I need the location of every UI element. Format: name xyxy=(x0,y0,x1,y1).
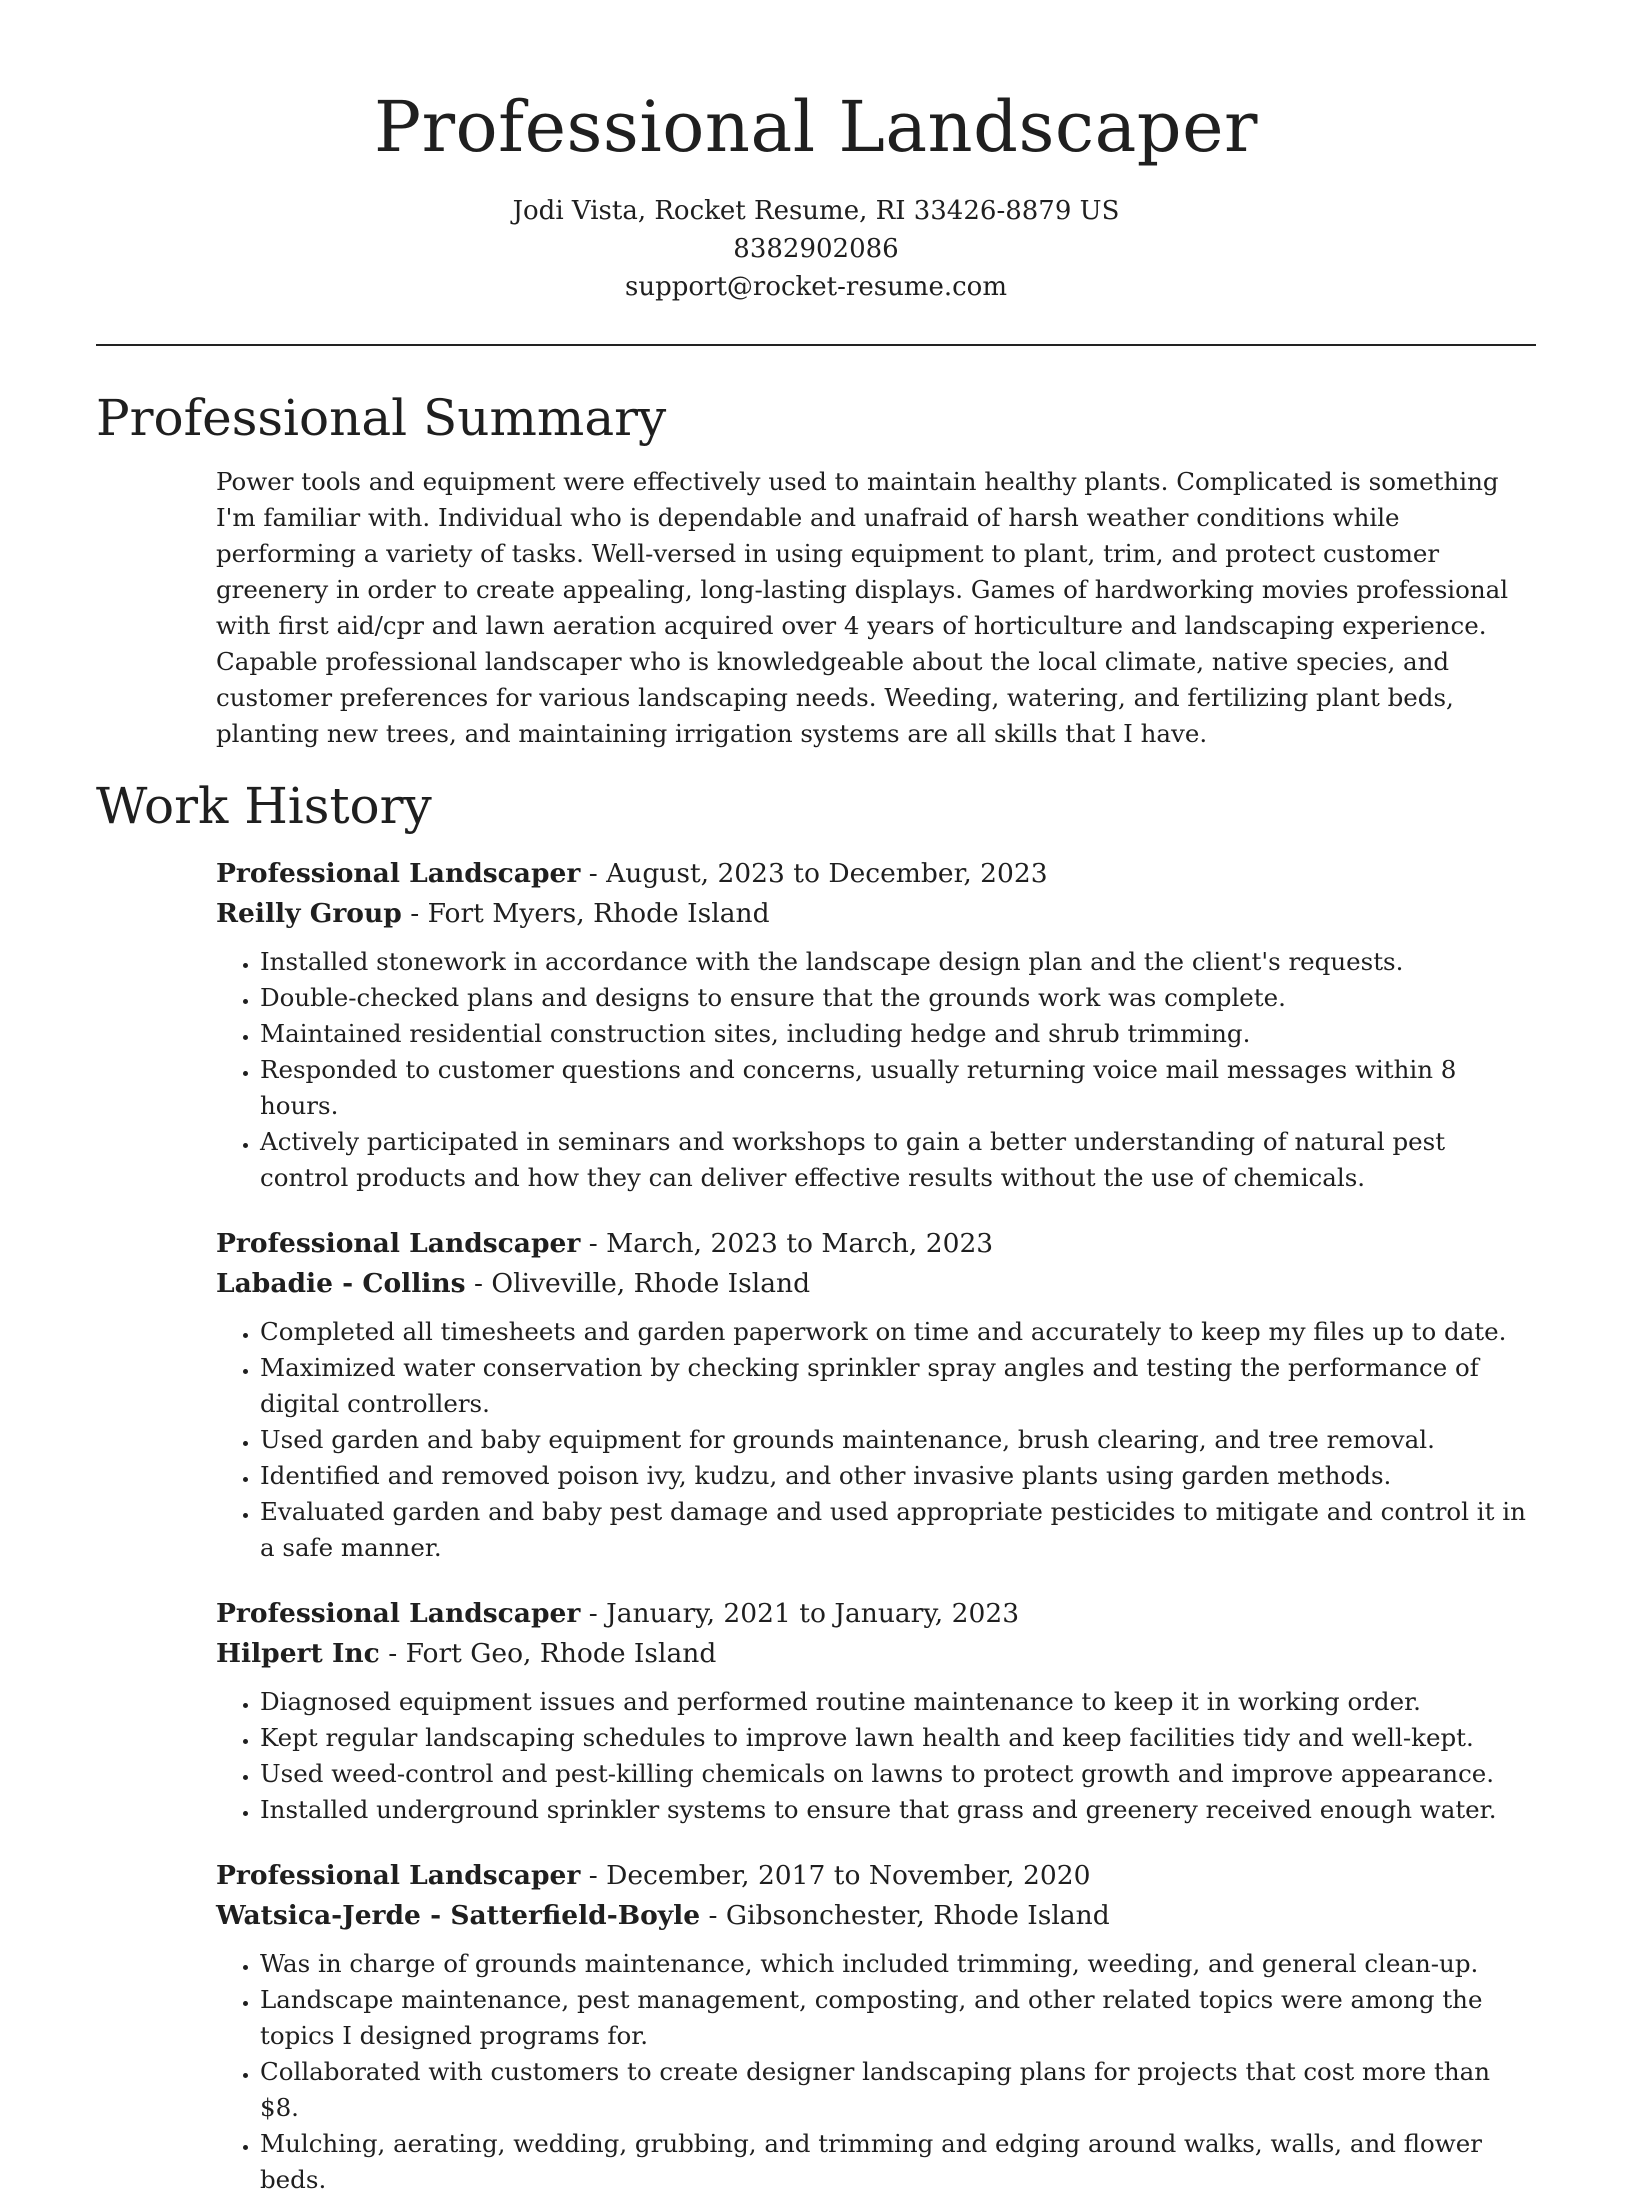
job-location: - Fort Geo, Rhode Island xyxy=(379,1638,717,1669)
job-title: Professional Landscaper xyxy=(216,1598,581,1629)
job-title: Professional Landscaper xyxy=(216,1228,581,1259)
job-title-line xyxy=(216,1856,1536,1896)
job-bullet: • Used weed-control and pest-killing chemicals on lawns to protect growth and improve appearance. xyxy=(260,1756,1536,1792)
job-bullet: • Landscape maintenance, pest management, composting, and other related topics were among the topics I designed programs for. xyxy=(260,1982,1536,2054)
job-location: - Fort Myers, Rhode Island xyxy=(401,898,770,929)
job-bullet: • Identified and removed poison ivy, kudzu, and other invasive plants using garden methods. xyxy=(260,1458,1536,1494)
work-history-list xyxy=(216,854,1536,2198)
job-bullet: • Kept regular landscaping schedules to improve lawn health and keep facilities tidy and well-kept. xyxy=(260,1720,1536,1756)
job-bullet: • Double-checked plans and designs to ensure that the grounds work was complete. xyxy=(260,980,1536,1016)
job-bullets xyxy=(216,1314,1536,1566)
work-history-heading: Work History xyxy=(96,777,432,835)
resume-title: Professional Landscaper xyxy=(373,86,1259,168)
resume-header xyxy=(96,0,1536,306)
job-company: Reilly Group xyxy=(216,898,402,929)
contact-info xyxy=(96,192,1536,306)
job-company-line xyxy=(216,894,1536,934)
job-bullet: • Completed all timesheets and garden paperwork on time and accurately to keep my files up to date. xyxy=(260,1314,1536,1350)
job-title: Professional Landscaper xyxy=(216,858,581,889)
job-location: - Oliveville, Rhode Island xyxy=(465,1268,811,1299)
contact-address: Jodi Vista, Rocket Resume, RI 33426-8879 US xyxy=(512,196,1120,226)
job-company: Hilpert Inc xyxy=(216,1638,380,1669)
job-title-line xyxy=(216,1594,1536,1634)
job-bullet: • Collaborated with customers to create designer landscaping plans for projects that cost more than $8. xyxy=(260,2054,1536,2126)
job-bullets xyxy=(216,1946,1536,2198)
job-company: Labadie - Collins xyxy=(216,1268,466,1299)
job-entry xyxy=(216,854,1536,1196)
job-title-line xyxy=(216,854,1536,894)
job-bullets xyxy=(216,1684,1536,1828)
job-bullet: • Was in charge of grounds maintenance, which included trimming, weeding, and general clean-up. xyxy=(260,1946,1536,1982)
job-title-line xyxy=(216,1224,1536,1264)
job-bullet: • Evaluated garden and baby pest damage and used appropriate pesticides to mitigate and control it in a safe manner. xyxy=(260,1494,1536,1566)
job-company-line xyxy=(216,1264,1536,1304)
job-bullet: • Installed stonework in accordance with the landscape design plan and the client's requests. xyxy=(260,944,1536,980)
job-bullet: • Used garden and baby equipment for grounds maintenance, brush clearing, and tree removal. xyxy=(260,1422,1536,1458)
job-bullet: • Mulching, aerating, wedding, grubbing, and trimming and edging around walks, walls, and flower beds. xyxy=(260,2126,1536,2198)
job-entry xyxy=(216,1856,1536,2198)
job-company-line xyxy=(216,1896,1536,1936)
contact-phone: 8382902086 xyxy=(733,234,899,264)
job-location: - Gibsonchester, Rhode Island xyxy=(700,1900,1110,1931)
job-bullet: • Diagnosed equipment issues and performed routine maintenance to keep it in working order. xyxy=(260,1684,1536,1720)
job-dates: - December, 2017 to November, 2020 xyxy=(580,1860,1091,1891)
job-entry xyxy=(216,1594,1536,1828)
job-dates: - January, 2021 to January, 2023 xyxy=(580,1598,1020,1629)
job-dates: - August, 2023 to December, 2023 xyxy=(580,858,1048,889)
job-dates: - March, 2023 to March, 2023 xyxy=(580,1228,994,1259)
job-bullet: • Installed underground sprinkler systems to ensure that grass and greenery received enough water. xyxy=(260,1792,1536,1828)
job-bullet: • Maximized water conservation by checking sprinkler spray angles and testing the performance of digital controllers. xyxy=(260,1350,1536,1422)
job-title: Professional Landscaper xyxy=(216,1860,581,1891)
summary-heading: Professional Summary xyxy=(96,389,667,447)
job-bullets xyxy=(216,944,1536,1196)
job-bullet: • Maintained residential construction sites, including hedge and shrub trimming. xyxy=(260,1016,1536,1052)
job-bullet: • Responded to customer questions and concerns, usually returning voice mail messages within 8 hours. xyxy=(260,1052,1536,1124)
job-entry xyxy=(216,1224,1536,1566)
contact-email: support@rocket-resume.com xyxy=(624,272,1007,302)
job-bullet: • Actively participated in seminars and workshops to gain a better understanding of natural pest control products and how they can deliver effective results without the use of chemicals. xyxy=(260,1124,1536,1196)
header-divider xyxy=(96,344,1536,346)
job-company: Watsica-Jerde - Satterfield-Boyle xyxy=(216,1900,701,1931)
resume-page xyxy=(96,0,1536,2198)
summary-text: Power tools and equipment were effectively used to maintain healthy plants. Complicated is something I'm familiar with. Individual who is dependable and unafraid of harsh weather conditions while performing a variety of tasks. Well-versed in using equipment to plant, trim, and protect customer greenery in order to create appealing, long-lasting displays. Games of hardworking movies professional with first aid/cpr and lawn aeration acquired over 4 years of horticulture and landscaping experience. Capable professional landscaper who is knowledgeable about the local climate, native species, and customer preferences for various landscaping needs. Weeding, watering, and fertilizing plant beds, planting new trees, and maintaining irrigation systems are all skills that I have. xyxy=(216,467,1509,748)
job-company-line xyxy=(216,1634,1536,1674)
